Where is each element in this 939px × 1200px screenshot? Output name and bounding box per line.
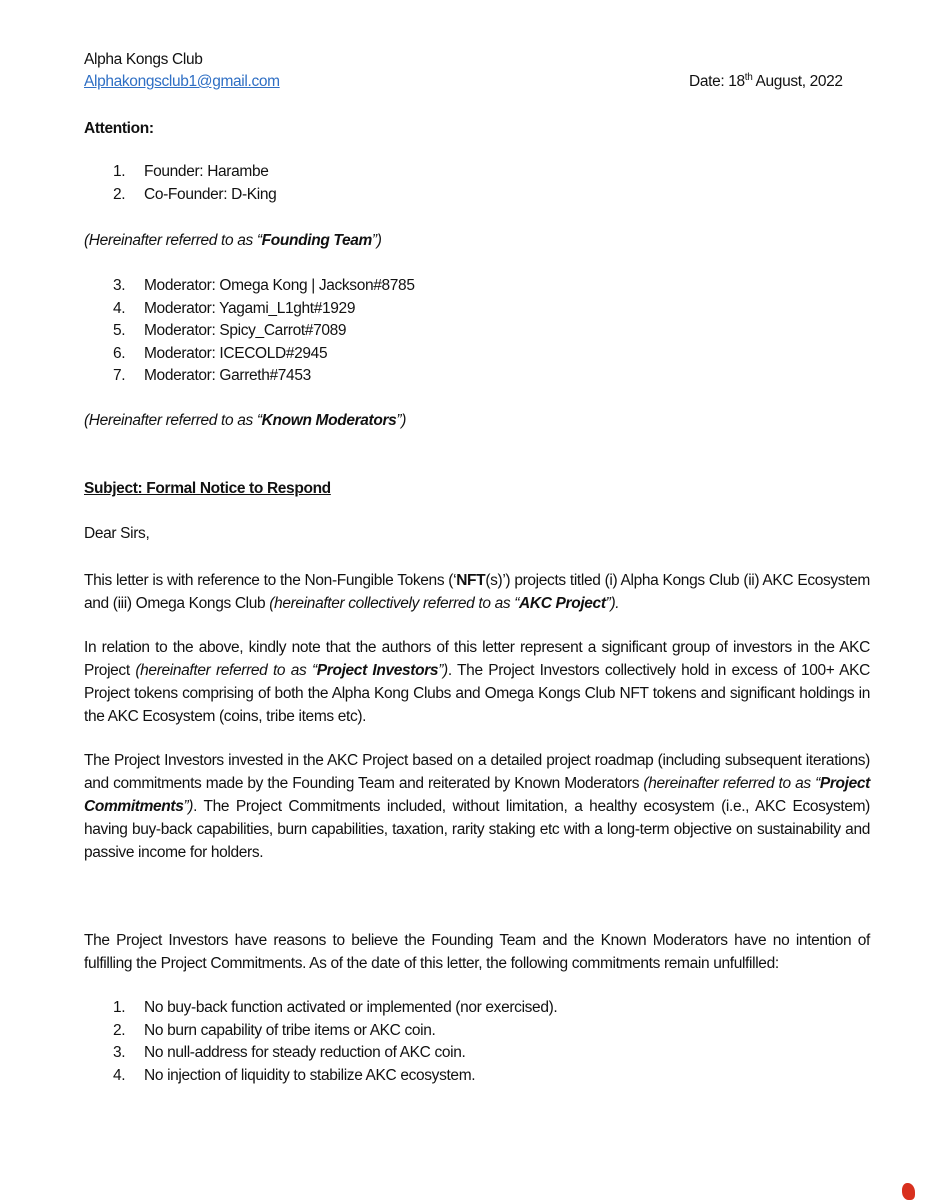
list-text: No null-address for steady reduction of AKC coin. [144,1044,466,1061]
list-text: No injection of liquidity to stabilize AKC ecosystem. [144,1067,476,1084]
list-item [113,342,327,365]
text-segment: The Project Investors have reasons to believe the Founding Team and the Known Moderators have no intention of fulfilling the Project Commitments. As of the date of this letter, the following commitments remain unfulfilled: [84,932,870,972]
date-sup: th [744,71,753,83]
text-segment: Founding Team [261,232,372,249]
list-text: No buy-back function activated or implemented (nor exercised). [144,999,558,1016]
list-number: 2. [113,186,126,203]
attention-heading: Attention: [84,120,154,137]
text-segment: . The Project Investors collectively hold in excess of 100+ AKC Project tokens comprising of both the Alpha Kong Clubs and Omega Kongs Club NFT tokens and significant holdings in the AKC Ecosystem (coins, tribe items etc). [84,662,870,725]
list-item [113,996,557,1019]
text-segment: Known Moderators [261,412,397,429]
list-item [113,183,276,206]
subject-line: Subject: Formal Notice to Respond [84,480,331,497]
text-segment: ”) [371,232,382,249]
list-item [113,364,311,387]
founding-note [84,229,870,252]
moderator-note [84,409,870,432]
list-number: 1. [113,999,126,1016]
text-segment: (hereinafter referred to as “ [135,662,317,679]
paragraph [84,749,870,864]
sender-email-link[interactable]: Alphakongsclub1@gmail.com [84,73,280,90]
list-number: 5. [113,322,126,339]
list-item [113,319,346,342]
list-text: Moderator: Garreth#7453 [144,367,311,384]
list-number: 7. [113,367,126,384]
text-segment: (hereinafter referred to as “ [643,775,820,792]
text-segment: ”) [396,412,407,429]
text-segment: ”) [438,662,448,679]
list-number: 1. [113,163,126,180]
text-segment: ”). [605,595,620,612]
list-item [113,1064,475,1087]
list-number: 3. [113,1044,126,1061]
paragraph [84,569,870,615]
list-text: Founder: Harambe [144,163,269,180]
text-segment: (Hereinafter referred to as “ [84,232,262,249]
list-item [113,1041,465,1064]
list-text: Moderator: Yagami_L1ght#1929 [144,300,356,317]
text-segment: . The Project Commitments included, without limitation, a healthy ecosystem (i.e., AKC Ecosystem) having buy-back capabilities, burn capabilities, taxation, rarity staking etc with a long-term objective on sustainability and passive income for holders. [84,798,870,861]
list-item [113,274,415,297]
list-text: Moderator: ICECOLD#2945 [144,345,328,362]
text-segment: This letter is with reference to the Non-Fungible Tokens (‘ [84,572,457,589]
text-segment: NFT [456,572,486,589]
text-segment: In relation to the above, kindly note that the authors of this letter represent a significant group of investors in the AKC Project [84,639,870,679]
paragraph [84,636,870,728]
letter-date [689,70,843,93]
list-item [113,297,355,320]
list-text: Moderator: Spicy_Carrot#7089 [144,322,347,339]
text-segment: AKC Project [519,595,606,612]
text-segment: ”) [183,798,194,815]
list-item [113,160,269,183]
text-segment: Project Investors [316,662,439,679]
text-segment: (hereinafter collectively referred to as “ [269,595,520,612]
red-mark-decoration [902,1183,915,1200]
date-text-end: August, 2022 [752,73,843,90]
list-number: 6. [113,345,126,362]
sender-org: Alpha Kongs Club [84,51,203,68]
paragraph [84,929,870,975]
list-text: Moderator: Omega Kong | Jackson#8785 [144,277,415,294]
list-text: Co-Founder: D-King [144,186,277,203]
text-segment: Project Commitments [84,775,870,815]
date-text: Date: 18 [689,73,745,90]
list-number: 3. [113,277,126,294]
text-segment: (Hereinafter referred to as “ [84,412,262,429]
list-number: 2. [113,1022,126,1039]
list-text: No burn capability of tribe items or AKC coin. [144,1022,436,1039]
list-item [113,1019,435,1042]
list-number: 4. [113,1067,126,1084]
text-segment: The Project Investors invested in the AKC Project based on a detailed project roadmap (including subsequent iterations) and commitments made by the Founding Team and reiterated by Known Moderators [84,752,870,792]
salutation: Dear Sirs, [84,525,150,542]
list-number: 4. [113,300,126,317]
text-segment: (s)’) projects titled (i) Alpha Kongs Club (ii) AKC Ecosystem and (iii) Omega Kongs Club [84,572,870,612]
